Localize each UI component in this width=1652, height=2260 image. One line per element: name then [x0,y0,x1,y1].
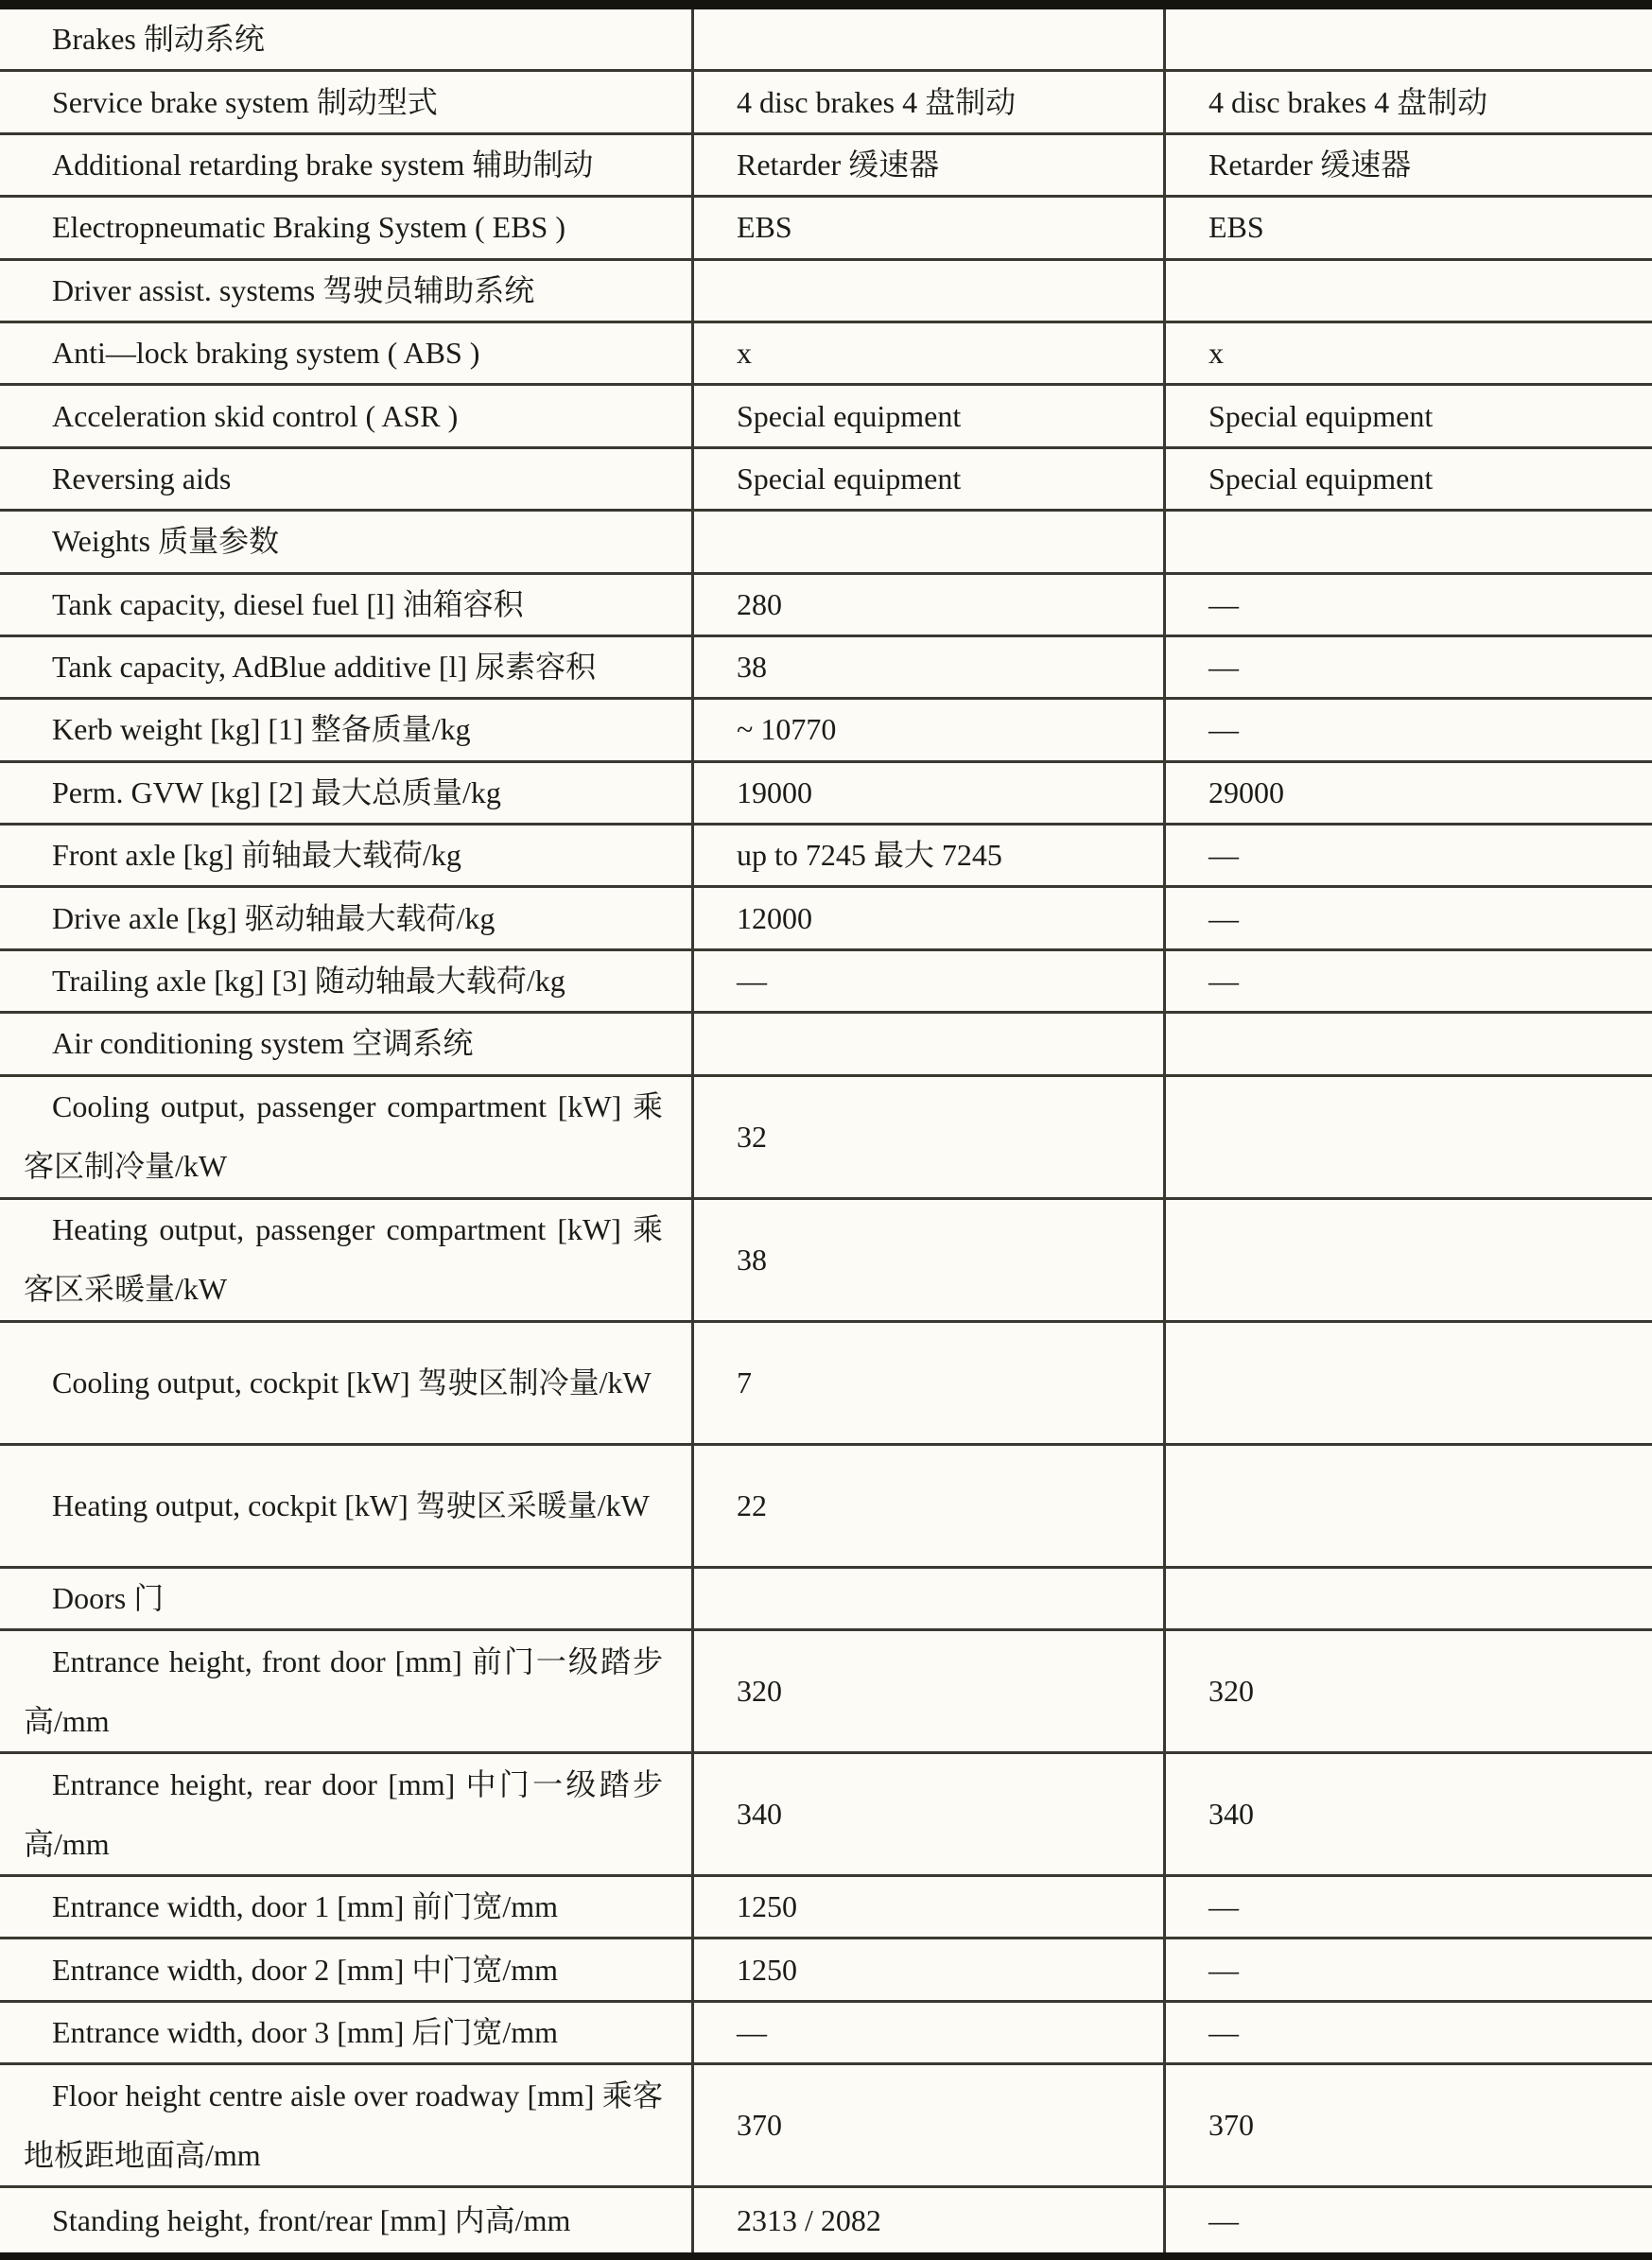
variant1-value-cell [691,1446,1163,1566]
spec-label-cell [0,9,691,69]
variant2-value: — [1209,650,1239,685]
variant2-value: — [1209,2015,1239,2049]
spec-label: Kerb weight [kg] [1] 整备质量/kg [52,712,471,747]
table-row [0,826,1652,888]
variant1-value: 38 [737,1242,767,1277]
spec-label-cell [0,575,691,635]
variant2-value-cell [1163,1569,1652,1628]
variant1-value: 1250 [737,1952,797,1987]
spec-label-cell [0,261,691,321]
variant2-value-cell [1163,323,1652,383]
spec-label-cell [0,323,691,383]
variant2-value-cell [1163,386,1652,445]
variant1-value: 19000 [737,774,812,809]
table-row [0,1014,1652,1076]
spec-label: Reversing aids [52,461,232,495]
variant1-value-cell [691,637,1163,697]
variant2-value-cell [1163,512,1652,571]
variant2-value: Special equipment [1209,398,1434,433]
variant2-value-cell [1163,637,1652,697]
variant1-value: up to 7245 最大 7245 [737,838,1002,873]
spec-label-cell [0,1200,691,1320]
table-row [0,637,1652,700]
variant2-value-cell [1163,951,1652,1011]
variant1-value: 4 disc brakes 4 盘制动 [737,84,1017,119]
spec-label: Anti—lock braking system ( ABS ) [52,336,480,371]
variant1-value-cell [691,72,1163,131]
variant2-value-cell [1163,2003,1652,2062]
variant1-value: 7 [737,1365,752,1399]
variant1-value-cell [691,2188,1163,2252]
variant1-value: Special equipment [737,461,962,495]
spec-label-cell [0,1939,691,1999]
spec-label: Additional retarding brake system 辅助制动 [52,147,594,182]
variant2-value-cell [1163,1014,1652,1073]
table-row [0,1569,1652,1631]
spec-label: Floor height centre aisle over roadway [mm] 乘客地板距地面高/mm [24,2077,663,2172]
table-row [0,1631,1652,1754]
spec-label: Brakes 制动系统 [52,22,265,57]
variant1-value-cell [691,763,1163,823]
variant2-value: 320 [1209,1674,1254,1709]
spec-label-cell [0,637,691,697]
variant1-value: 340 [737,1797,782,1832]
table-row [0,135,1652,198]
variant2-value-cell [1163,1323,1652,1443]
variant1-value-cell [691,1014,1163,1073]
variant2-value-cell [1163,1631,1652,1751]
spec-label-cell [0,135,691,195]
variant2-value-cell [1163,888,1652,947]
variant2-value-cell [1163,1200,1652,1320]
spec-label: Air conditioning system 空调系统 [52,1026,474,1061]
variant2-value-cell [1163,763,1652,823]
spec-label-cell [0,1754,691,1874]
variant2-value: 370 [1209,2108,1254,2143]
variant2-value: — [1209,1952,1239,1987]
spec-label: Entrance width, door 3 [mm] 后门宽/mm [52,2015,559,2049]
spec-table [0,9,1652,2252]
variant1-value-cell [691,261,1163,321]
variant1-value: 320 [737,1674,782,1709]
spec-label: Standing height, front/rear [mm] 内高/mm [52,2202,571,2237]
spec-label-cell [0,198,691,257]
spec-label-cell [0,512,691,571]
variant2-value: — [1209,900,1239,935]
table-row [0,575,1652,637]
variant2-value-cell [1163,2065,1652,2185]
variant1-value: 22 [737,1487,767,1522]
spec-label-cell [0,826,691,885]
variant2-value-cell [1163,1939,1652,1999]
variant2-value-cell [1163,2188,1652,2252]
table-row [0,1754,1652,1877]
spec-label: Tank capacity, AdBlue additive [l] 尿素容积 [52,650,597,685]
variant2-value: 340 [1209,1797,1254,1832]
table-row [0,1939,1652,2002]
variant1-value-cell [691,888,1163,947]
variant2-value-cell [1163,72,1652,131]
spec-label-cell [0,1631,691,1751]
variant1-value: 280 [737,586,782,621]
variant2-value-cell [1163,1754,1652,1874]
variant2-value: — [1209,586,1239,621]
variant1-value-cell [691,449,1163,509]
variant1-value: Special equipment [737,398,962,433]
variant1-value-cell [691,323,1163,383]
variant2-value: 29000 [1209,774,1284,809]
variant1-value-cell [691,512,1163,571]
table-row [0,1077,1652,1200]
variant1-value-cell [691,2003,1163,2062]
variant1-value: EBS [737,210,792,245]
variant1-value: 2313 / 2082 [737,2202,881,2237]
variant2-value-cell [1163,826,1652,885]
variant1-value-cell [691,826,1163,885]
spec-label: Cooling output, cockpit [kW] 驾驶区制冷量/kW [52,1365,652,1399]
spec-label: Cooling output, passenger compartment [kW] 乘客区制冷量/kW [24,1089,663,1184]
variant1-value-cell [691,700,1163,759]
spec-label-cell [0,449,691,509]
table-row [0,323,1652,386]
variant2-value: — [1209,838,1239,873]
spec-label-cell [0,700,691,759]
spec-label-cell [0,1014,691,1073]
table-row [0,1200,1652,1323]
variant2-value-cell [1163,135,1652,195]
table-row [0,512,1652,574]
spec-label-cell [0,386,691,445]
variant2-value-cell [1163,261,1652,321]
table-row [0,9,1652,72]
variant2-value: — [1209,712,1239,747]
spec-label: Trailing axle [kg] [3] 随动轴最大载荷/kg [52,964,565,999]
spec-label-cell [0,951,691,1011]
variant1-value-cell [691,575,1163,635]
variant1-value-cell [691,1939,1163,1999]
variant2-value: Special equipment [1209,461,1434,495]
table-row [0,2003,1652,2065]
variant1-value: ~ 10770 [737,712,837,747]
variant1-value-cell [691,135,1163,195]
variant2-value-cell [1163,198,1652,257]
variant1-value-cell [691,1323,1163,1443]
variant1-value-cell [691,9,1163,69]
variant1-value: 370 [737,2108,782,2143]
spec-label: Heating output, passenger compartment [kW] 乘客区采暖量/kW [24,1212,663,1307]
variant1-value: 1250 [737,1889,797,1924]
table-row [0,1877,1652,1939]
spec-label-cell [0,2003,691,2062]
spec-label-cell [0,2065,691,2185]
table-row [0,261,1652,323]
spec-label: Front axle [kg] 前轴最大载荷/kg [52,838,461,873]
variant2-value-cell [1163,700,1652,759]
variant1-value-cell [691,1569,1163,1628]
spec-label: Service brake system 制动型式 [52,84,438,119]
table-row [0,951,1652,1014]
variant2-value: x [1209,336,1224,371]
spec-label: Entrance height, rear door [mm] 中门一级踏步高/mm [24,1766,663,1861]
variant1-value: — [737,2015,767,2049]
table-row [0,449,1652,512]
spec-label: Tank capacity, diesel fuel [l] 油箱容积 [52,586,524,621]
spec-label: Doors 门 [52,1580,165,1615]
variant1-value-cell [691,1077,1163,1197]
table-row [0,2065,1652,2188]
table-row [0,386,1652,448]
spec-label: Perm. GVW [kg] [2] 最大总质量/kg [52,774,501,809]
variant2-value-cell [1163,1077,1652,1197]
spec-label-cell [0,72,691,131]
spec-label: Entrance width, door 2 [mm] 中门宽/mm [52,1952,559,1987]
spec-label: Drive axle [kg] 驱动轴最大载荷/kg [52,900,496,935]
spec-label-cell [0,1323,691,1443]
variant2-value: — [1209,1889,1239,1924]
table-row [0,1323,1652,1446]
variant2-value: — [1209,2202,1239,2237]
spec-label: Acceleration skid control ( ASR ) [52,398,459,433]
variant1-value: x [737,336,752,371]
spec-label-cell [0,1569,691,1628]
variant2-value-cell [1163,449,1652,509]
variant2-value: 4 disc brakes 4 盘制动 [1209,84,1488,119]
variant2-value: — [1209,964,1239,999]
variant1-value: 38 [737,650,767,685]
spec-label-cell [0,888,691,947]
variant2-value-cell [1163,1446,1652,1566]
variant1-value: Retarder 缓速器 [737,147,940,182]
table-row [0,1446,1652,1569]
variant2-value-cell [1163,575,1652,635]
spec-label: Weights 质量参数 [52,524,280,559]
spec-label: Entrance width, door 1 [mm] 前门宽/mm [52,1889,559,1924]
spec-label-cell [0,2188,691,2252]
table-row [0,888,1652,950]
variant2-value: EBS [1209,210,1264,245]
spec-label-cell [0,1446,691,1566]
table-row [0,700,1652,762]
variant2-value: Retarder 缓速器 [1209,147,1412,182]
spec-label-cell [0,763,691,823]
spec-label-cell [0,1877,691,1937]
spec-label: Driver assist. systems 驾驶员辅助系统 [52,272,535,307]
variant1-value-cell [691,198,1163,257]
table-row [0,2188,1652,2252]
table-row [0,72,1652,134]
spec-label: Entrance height, front door [mm] 前门一级踏步高/mm [24,1643,663,1738]
variant1-value-cell [691,1200,1163,1320]
variant1-value: 12000 [737,900,812,935]
variant1-value: 32 [737,1119,767,1154]
variant1-value-cell [691,2065,1163,2185]
table-row [0,763,1652,826]
variant1-value: — [737,964,767,999]
spec-label: Heating output, cockpit [kW] 驾驶区采暖量/kW [52,1487,650,1522]
variant1-value-cell [691,951,1163,1011]
variant1-value-cell [691,386,1163,445]
variant2-value-cell [1163,9,1652,69]
table-row [0,198,1652,260]
variant2-value-cell [1163,1877,1652,1937]
spec-label: Electropneumatic Braking System ( EBS ) [52,210,565,245]
variant1-value-cell [691,1631,1163,1751]
variant1-value-cell [691,1754,1163,1874]
spec-label-cell [0,1077,691,1197]
variant1-value-cell [691,1877,1163,1937]
